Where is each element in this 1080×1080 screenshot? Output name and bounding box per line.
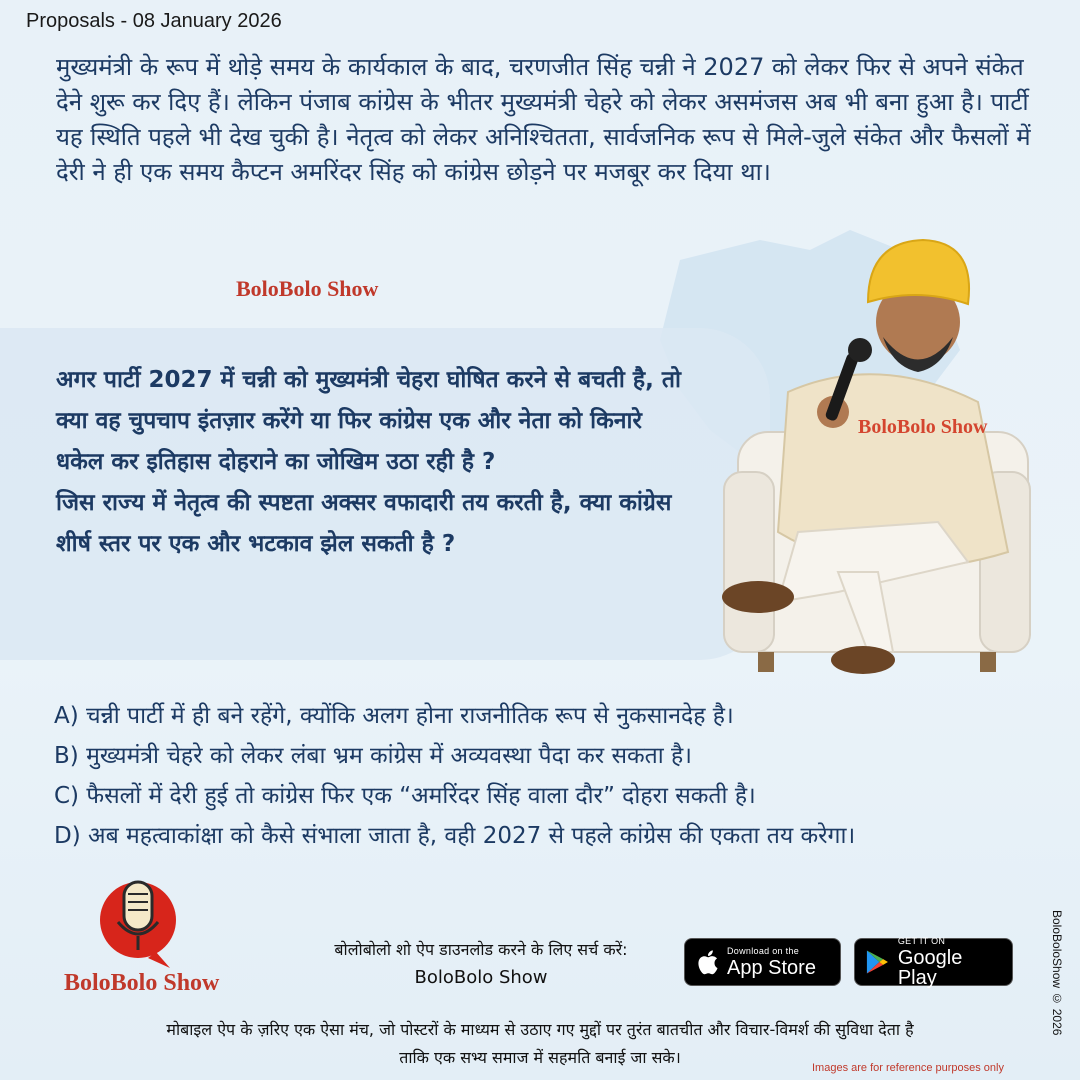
option-c[interactable]: C) फैसलों में देरी हुई तो कांग्रेस फिर एक “अमरिंदर सिंह वाला दौर” दोहरा सकती है। — [54, 783, 756, 809]
intro-paragraph: मुख्यमंत्री के रूप में थोड़े समय के कार्यकाल के बाद, चरणजीत सिंह चन्नी ने 2027 को लेकर फिर से अपने संकेत देने शुरू कर दिए हैं। लेकिन पंजाब कांग्रेस के भीतर मुख्यमंत्री चेहरे को लेकर असमंजस अब भी बना हुआ है। पार्टी यह स्थिति पहले भी देख चुकी है। नेतृत्व को लेकर अनिश्चितता, सार्वजनिक रूप से मिले-जुले संकेत और फैसलों में देरी ने ही एक समय कैप्टन अमरिंदर सिंह को कांग्रेस छोड़ने पर मजबूर कर दिया था। — [56, 53, 1031, 186]
watermark-brand: BoloBolo Show — [236, 276, 379, 301]
page-date-label: Proposals - 08 January 2026 — [26, 10, 282, 32]
apple-icon — [695, 948, 719, 976]
watermark-brand-photo: BoloBolo Show — [858, 416, 988, 438]
google-play-icon — [865, 948, 890, 976]
app-store-big-text: App Store — [727, 956, 816, 979]
download-prompt-text: बोलोबोलो शो ऐप डाउनलोड करने के लिए सर्च करें: — [334, 940, 628, 959]
app-store-small-text: Download on the — [727, 945, 800, 956]
option-a[interactable]: A) चन्नी पार्टी में ही बने रहेंगे, क्योंकि अलग होना राजनीतिक रूप से नुकसानदेह है। — [54, 703, 734, 729]
brand-logo-text: BoloBolo Show — [64, 970, 220, 996]
option-d[interactable]: D) अब महत्वाकांक्षा को कैसे संभाला जाता है, वही 2027 से पहले कांग्रेस की एकता तय करेगा। — [54, 823, 856, 849]
options-list — [54, 696, 1064, 856]
image-disclaimer: Images are for reference purposes only — [812, 1062, 1004, 1074]
google-play-button[interactable] — [854, 935, 1013, 989]
question-line-2: जिस राज्य में नेतृत्व की स्पष्टता अक्सर वफादारी तय करती है, क्या कांग्रेस शीर्ष स्तर पर एक और भटकाव झेल सकती है ? — [56, 490, 672, 557]
copyright-vertical: BoloBoloShow © 2026 — [1050, 910, 1064, 1036]
question-line-1: अगर पार्टी 2027 में चन्नी को मुख्यमंत्री चेहरा घोषित करने से बचती है, तो क्या वह चुपचाप इंतज़ार करेंगे या फिर कांग्रेस एक और नेता को किनारे धकेल कर इतिहास दोहराने का जोखिम उठा रही है ? — [56, 367, 681, 475]
politician-illustration — [718, 232, 1038, 682]
google-play-big-text: Google Play — [897, 946, 963, 989]
download-prompt — [296, 936, 666, 992]
footer-line-2: ताकि एक सभ्य समाज में सहमति बनाई जा सके। — [399, 1048, 681, 1067]
app-name: BoloBolo Show — [414, 967, 548, 988]
option-b[interactable]: B) मुख्यमंत्री चेहरे को लेकर लंबा भ्रम कांग्रेस में अव्यवस्था पैदा कर सकता है। — [54, 743, 692, 769]
microphone-icon — [96, 870, 180, 970]
app-store-button[interactable] — [684, 938, 841, 986]
footer-line-1: मोबाइल ऐप के ज़रिए एक ऐसा मंच, जो पोस्टरों के माध्यम से उठाए गए मुद्दों पर तुरंत बातचीत और विचार-विमर्श की सुविधा देता है — [166, 1020, 914, 1039]
google-play-small-text: GET IT ON — [897, 935, 946, 946]
question-text — [56, 360, 696, 565]
